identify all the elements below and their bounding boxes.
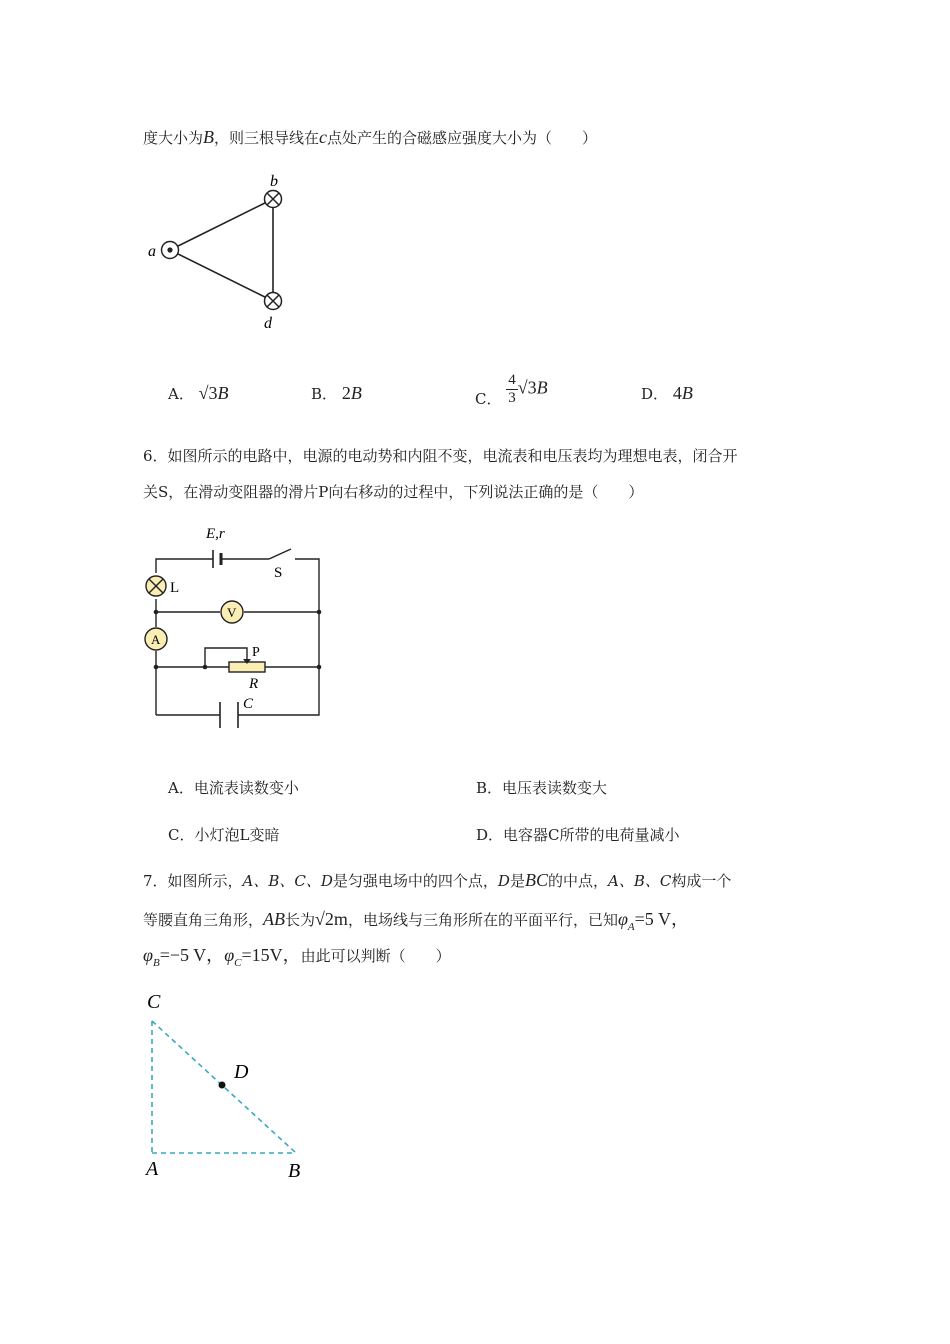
label-a: a bbox=[148, 243, 156, 260]
q6-stem-line-2: 关S，在滑动变阻器的滑片P向右移动的过程中，下列说法正确的是（ ） bbox=[143, 483, 644, 501]
q6-option-d[interactable]: D．电容器C所带的电荷量减小 bbox=[476, 826, 680, 844]
q6-option-c[interactable]: C．小灯泡L变暗 bbox=[168, 826, 280, 844]
wire-top-left bbox=[156, 559, 213, 573]
switch-blade bbox=[269, 549, 291, 559]
q7-stem-line-3: $\varphi_B=-5$ V，$\varphi_C=15V$，由此可以判断（ ） bbox=[143, 945, 451, 969]
label-capacitor: C bbox=[243, 696, 254, 712]
label-emf: E,r bbox=[206, 526, 225, 542]
q7-triangle-figure bbox=[140, 985, 330, 1185]
wire-right-rail bbox=[277, 559, 319, 715]
wire-d-into-page-icon bbox=[265, 293, 282, 310]
label-a: A bbox=[146, 1158, 159, 1180]
label-resistor: R bbox=[249, 676, 259, 692]
label-b: b bbox=[270, 173, 278, 190]
label-c: C bbox=[147, 991, 161, 1013]
side-ad bbox=[170, 250, 273, 301]
label-b: B bbox=[288, 1160, 301, 1182]
q6-option-a[interactable]: A．电流表读数变小 bbox=[168, 779, 299, 797]
wire-b-into-page-icon bbox=[265, 191, 282, 208]
label-d: D bbox=[234, 1061, 249, 1083]
fraction-4-3: $\frac{4}{3}$ bbox=[508, 372, 516, 406]
q6-circuit-figure bbox=[140, 520, 340, 730]
lamp-icon bbox=[146, 576, 166, 596]
wire-a-out-of-page-icon bbox=[162, 242, 179, 259]
q6-option-b[interactable]: B．电压表读数变大 bbox=[476, 779, 608, 797]
q5-option-c[interactable]: C． $\frac{4}{3}$ √3B bbox=[475, 372, 548, 408]
q6-stem-line-1: 6．如图所示的电路中，电源的电动势和内阻不变，电流表和电压表均为理想电表，闭合开 bbox=[143, 447, 738, 465]
q5-stem: 度大小为B，则三根导线在c点处产生的合磁感应强度大小为（ ） bbox=[143, 127, 598, 147]
point-d bbox=[219, 1082, 226, 1089]
q5-wire-triangle-figure bbox=[140, 170, 300, 335]
label-slider: P bbox=[252, 645, 260, 660]
q5-option-b[interactable]: B． 2B bbox=[311, 383, 362, 403]
label-switch: S bbox=[274, 565, 283, 581]
q5-option-a[interactable]: A． √3B bbox=[168, 383, 229, 403]
label-lamp: L bbox=[170, 580, 180, 596]
side-ab bbox=[170, 199, 273, 250]
label-d: d bbox=[264, 315, 272, 332]
label-voltmeter: V bbox=[227, 605, 237, 620]
q7-stem-line-2: 等腰直角三角形，AB长为√2m，电场线与三角形所在的平面平行，已知$\varphi_A=5$ V， bbox=[143, 909, 689, 933]
q5-option-d[interactable]: D． 4B bbox=[641, 383, 693, 403]
q7-stem-line-1: 7．如图所示，A、B、C、D是匀强电场中的四个点，D是BC的中点，A、B、C构成一个 bbox=[143, 870, 732, 890]
label-ammeter: A bbox=[151, 632, 161, 647]
